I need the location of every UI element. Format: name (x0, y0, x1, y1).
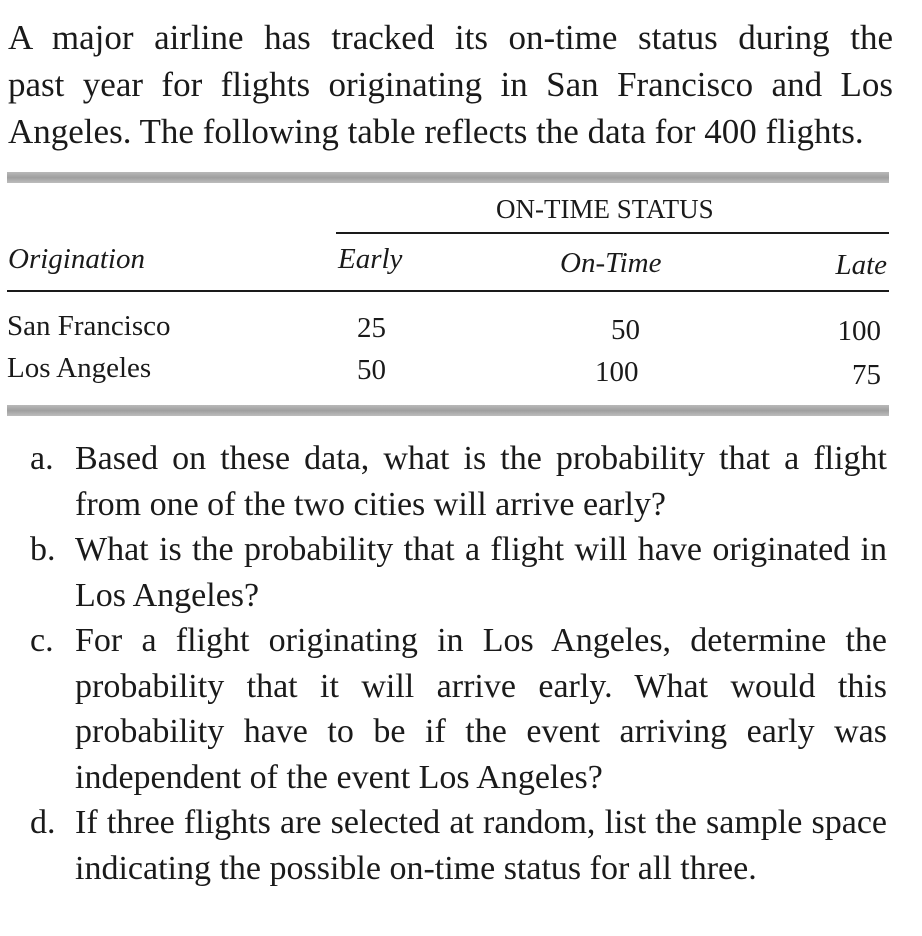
row-on-time: 50 (611, 314, 640, 346)
question-item (30, 527, 887, 618)
row-origin: San Francisco (7, 310, 171, 342)
table-top-rule (7, 172, 889, 183)
header-early: Early (338, 243, 403, 275)
intro-line-1: A major airline has tracked its on-time status during the (8, 18, 893, 57)
intro-line-2: past year for flights originating in San Francisco and Los (8, 65, 893, 104)
row-on-time: 100 (595, 356, 639, 388)
header-late: Late (835, 249, 887, 281)
question-text: If three flights are selected at random, list the sample space indicating the possible on-time status for all three. (75, 804, 887, 887)
question-label: b. (30, 531, 56, 568)
row-late: 75 (852, 359, 881, 391)
header-origination: Origination (8, 243, 145, 275)
table-spanner-heading: ON-TIME STATUS (496, 194, 714, 224)
question-list (30, 436, 887, 891)
row-early: 25 (357, 312, 386, 344)
header-rule (7, 290, 889, 292)
row-origin: Los Angeles (7, 352, 152, 384)
question-label: d. (30, 804, 56, 841)
question-label: a. (30, 440, 54, 477)
question-label: c. (30, 622, 54, 659)
spanner-rule (336, 232, 889, 234)
question-text: For a flight originating in Los Angeles, determine the probability that it will arrive early. What would this probability have to be if the event arriving early was independent of the event Los Angeles? (75, 622, 887, 796)
table-bottom-rule (7, 405, 889, 416)
problem-intro (8, 14, 893, 155)
question-text: What is the probability that a flight will have originated in Los Angeles? (75, 531, 887, 614)
question-text: Based on these data, what is the probability that a flight from one of the two cities will arrive early? (75, 440, 887, 523)
question-item (30, 436, 887, 527)
question-item (30, 618, 887, 800)
row-early: 50 (357, 354, 386, 386)
intro-line-3: Angeles. The following table reflects the data for 400 flights. (8, 112, 864, 151)
header-on-time: On-Time (560, 247, 662, 279)
question-item (30, 800, 887, 891)
row-late: 100 (837, 315, 881, 347)
